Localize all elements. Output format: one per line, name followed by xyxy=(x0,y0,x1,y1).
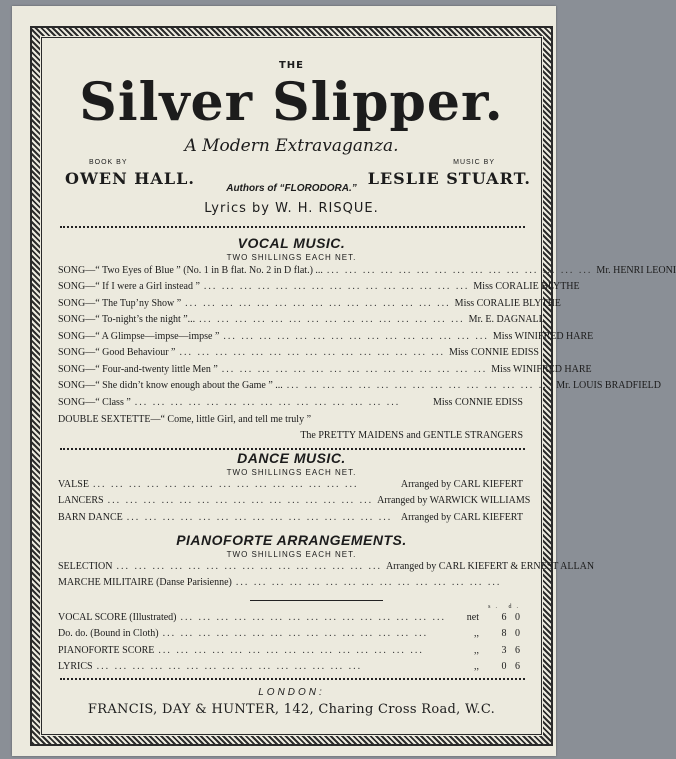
sextette-performers-row xyxy=(58,428,523,445)
song-credit: Mr. HENRI LEONI xyxy=(596,264,676,276)
show-title: Silver Slipper. xyxy=(79,72,504,133)
score-item-title: Do. do. (Bound in Cloth) xyxy=(58,628,159,640)
dance-section-title: DANCE MUSIC. xyxy=(237,450,346,466)
score-item-row xyxy=(58,642,523,659)
song-title: SONG—“ If I were a Girl instead ” xyxy=(58,281,200,293)
song-row xyxy=(58,328,594,345)
dance-section-note: TWO SHILLINGS EACH NET. xyxy=(226,468,357,477)
dance-item-row xyxy=(58,476,523,493)
dance-item-credit: Arranged by WARWICK WILLIAMS xyxy=(377,495,531,507)
song-row xyxy=(58,279,580,296)
score-item-price: 6 0 xyxy=(501,611,523,623)
dance-item-title: BARN DANCE xyxy=(58,511,123,523)
song-credit: Miss WINIFRED HARE xyxy=(491,363,592,375)
leader-dots: ... ... ... ... ... ... ... ... ... ... ... ... ... ... ... xyxy=(180,611,447,623)
leader-dots: ... ... ... ... ... ... ... ... ... ... ... ... ... ... ... xyxy=(134,396,401,408)
leader-dots: ... ... ... ... ... ... ... ... ... ... ... ... ... ... ... xyxy=(92,478,359,490)
divider-scores xyxy=(250,600,383,601)
score-item-price: 3 6 xyxy=(501,644,523,656)
song-row xyxy=(58,394,523,411)
city: LONDON: xyxy=(258,687,325,698)
song-title: SONG—“ Two Eyes of Blue ” (No. 1 in B flat. No. 2 in D flat.) ... xyxy=(58,264,323,276)
score-item-price-prefix: ,, xyxy=(474,661,479,673)
leader-dots: ... ... ... ... ... ... ... ... ... ... ... ... ... ... ... xyxy=(158,644,424,656)
score-item-price-prefix: ,, xyxy=(474,628,479,640)
song-title: SONG—“ To-night’s the night ”... xyxy=(58,314,196,326)
song-credit: Miss CORALIE BLYTHE xyxy=(454,297,561,309)
music-author: LESLIE STUART. xyxy=(367,169,531,188)
divider-footer xyxy=(60,678,525,680)
vocal-song-list xyxy=(58,262,676,411)
piano-list xyxy=(58,558,595,591)
book-label: BOOK BY xyxy=(89,159,128,166)
song-credit: Miss CORALIE BLYTHE xyxy=(473,281,580,293)
score-item-title: PIANOFORTE SCORE xyxy=(58,644,155,656)
leader-dots: ... ... ... ... ... ... ... ... ... ... ... ... ... ... ... xyxy=(223,330,489,342)
piano-item-credit: Arranged by CARL KIEFERT & ERNEST ALLAN xyxy=(385,560,595,572)
leader-dots: ... ... ... ... ... ... ... ... ... ... ... ... ... ... ... xyxy=(126,511,393,523)
leader-dots: ... ... ... ... ... ... ... ... ... ... ... ... ... ... ... xyxy=(203,281,470,293)
dance-item-credit: Arranged by CARL KIEFERT xyxy=(400,478,523,490)
sextette-title: DOUBLE SEXTETTE—“ Come, little Girl, and tell me truly ” xyxy=(58,413,312,425)
song-title: SONG—“ Class ” xyxy=(58,396,131,408)
cover-content xyxy=(50,46,676,726)
score-item-row xyxy=(58,626,523,643)
song-row xyxy=(58,361,592,378)
song-row xyxy=(58,345,539,362)
piano-section-title: PIANOFORTE ARRANGEMENTS. xyxy=(176,532,407,548)
song-credit: Miss CONNIE EDISS xyxy=(432,396,523,408)
piano-item-title: MARCHE MILITAIRE (Danse Parisienne) xyxy=(58,577,232,589)
leader-dots: ... ... ... ... ... ... ... ... ... ... ... ... ... ... ... xyxy=(185,297,451,309)
piano-item-row xyxy=(58,558,595,575)
dance-item-row xyxy=(58,509,523,526)
score-item-price: 8 0 xyxy=(501,628,523,640)
score-item-title: VOCAL SCORE (Illustrated) xyxy=(58,611,177,623)
leader-dots: ... ... ... ... ... ... ... ... ... ... ... ... ... ... ... xyxy=(116,560,382,572)
dance-list xyxy=(58,476,531,526)
song-row xyxy=(58,378,662,395)
piano-item-title: SELECTION xyxy=(58,560,113,572)
song-row xyxy=(58,262,676,279)
song-credit: Mr. E. DAGNALL xyxy=(468,314,545,326)
sextette-row xyxy=(58,411,523,428)
publisher: FRANCIS, DAY & HUNTER, 142, Charing Cross Road, W.C. xyxy=(87,702,496,717)
song-title: SONG—“ The Tup’ny Show ” xyxy=(58,297,182,309)
score-item-price-prefix: ,, xyxy=(474,644,479,656)
ornamental-frame xyxy=(30,26,676,746)
score-item-price-prefix: net xyxy=(466,611,479,623)
dance-item-credit: Arranged by CARL KIEFERT xyxy=(400,511,523,523)
dance-item-title: VALSE xyxy=(58,478,89,490)
vocal-section-note: TWO SHILLINGS EACH NET. xyxy=(226,253,357,262)
leader-dots: ... ... ... ... ... ... ... ... ... ... ... ... ... ... ... xyxy=(162,628,429,640)
book-author: OWEN HALL. xyxy=(65,169,195,188)
sextette xyxy=(58,411,523,444)
score-item-row xyxy=(58,609,523,626)
score-list xyxy=(58,609,523,675)
score-item-row xyxy=(58,659,523,676)
authors-of: Authors of “FLORODORA.” xyxy=(226,183,357,194)
lyrics-credit: Lyrics by W. H. RISQUE. xyxy=(204,201,379,216)
leader-dots: ... ... ... ... ... ... ... ... ... ... ... ... ... ... ... xyxy=(286,380,553,392)
song-title: SONG—“ She didn’t know enough about the Game ” ... xyxy=(58,380,283,392)
leader-dots: ... ... ... ... ... ... ... ... ... ... ... ... ... ... ... xyxy=(326,264,593,276)
song-credit: Miss WINIFRED HARE xyxy=(492,330,594,342)
song-title: SONG—“ Four-and-twenty little Men ” xyxy=(58,363,218,375)
song-credit: Mr. LOUIS BRADFIELD xyxy=(556,380,662,392)
score-item-price: 0 6 xyxy=(501,661,523,673)
song-row xyxy=(58,295,561,312)
dance-item-title: LANCERS xyxy=(58,495,104,507)
leader-dots: ... ... ... ... ... ... ... ... ... ... ... ... ... ... ... xyxy=(96,661,363,673)
sextette-performers: The PRETTY MAIDENS and GENTLE STRANGERS xyxy=(300,430,523,442)
song-row xyxy=(58,312,545,329)
score-item-title: LYRICS xyxy=(58,661,93,673)
title-article: THE xyxy=(278,60,305,71)
divider-top xyxy=(60,226,525,228)
song-title: SONG—“ A Glimpse—impse—impse ” xyxy=(58,330,220,342)
vocal-section-title: VOCAL MUSIC. xyxy=(237,235,346,251)
song-title: SONG—“ Good Behaviour ” xyxy=(58,347,176,359)
piano-item-row xyxy=(58,575,523,592)
piano-section-note: TWO SHILLINGS EACH NET. xyxy=(226,550,357,559)
leader-dots: ... ... ... ... ... ... ... ... ... ... ... ... ... ... ... xyxy=(199,314,465,326)
leader-dots: ... ... ... ... ... ... ... ... ... ... ... ... ... ... ... xyxy=(235,577,502,589)
leader-dots: ... ... ... ... ... ... ... ... ... ... ... ... ... ... ... xyxy=(221,363,488,375)
show-subtitle: A Modern Extravaganza. xyxy=(184,136,399,156)
music-label: MUSIC BY xyxy=(453,159,495,166)
dance-item-row xyxy=(58,493,531,510)
leader-dots: ... ... ... ... ... ... ... ... ... ... ... ... ... ... ... xyxy=(179,347,445,359)
song-credit: Miss CONNIE EDISS xyxy=(448,347,539,359)
currency-header: s. d. xyxy=(488,604,523,610)
leader-dots: ... ... ... ... ... ... ... ... ... ... ... ... ... ... ... xyxy=(107,495,374,507)
